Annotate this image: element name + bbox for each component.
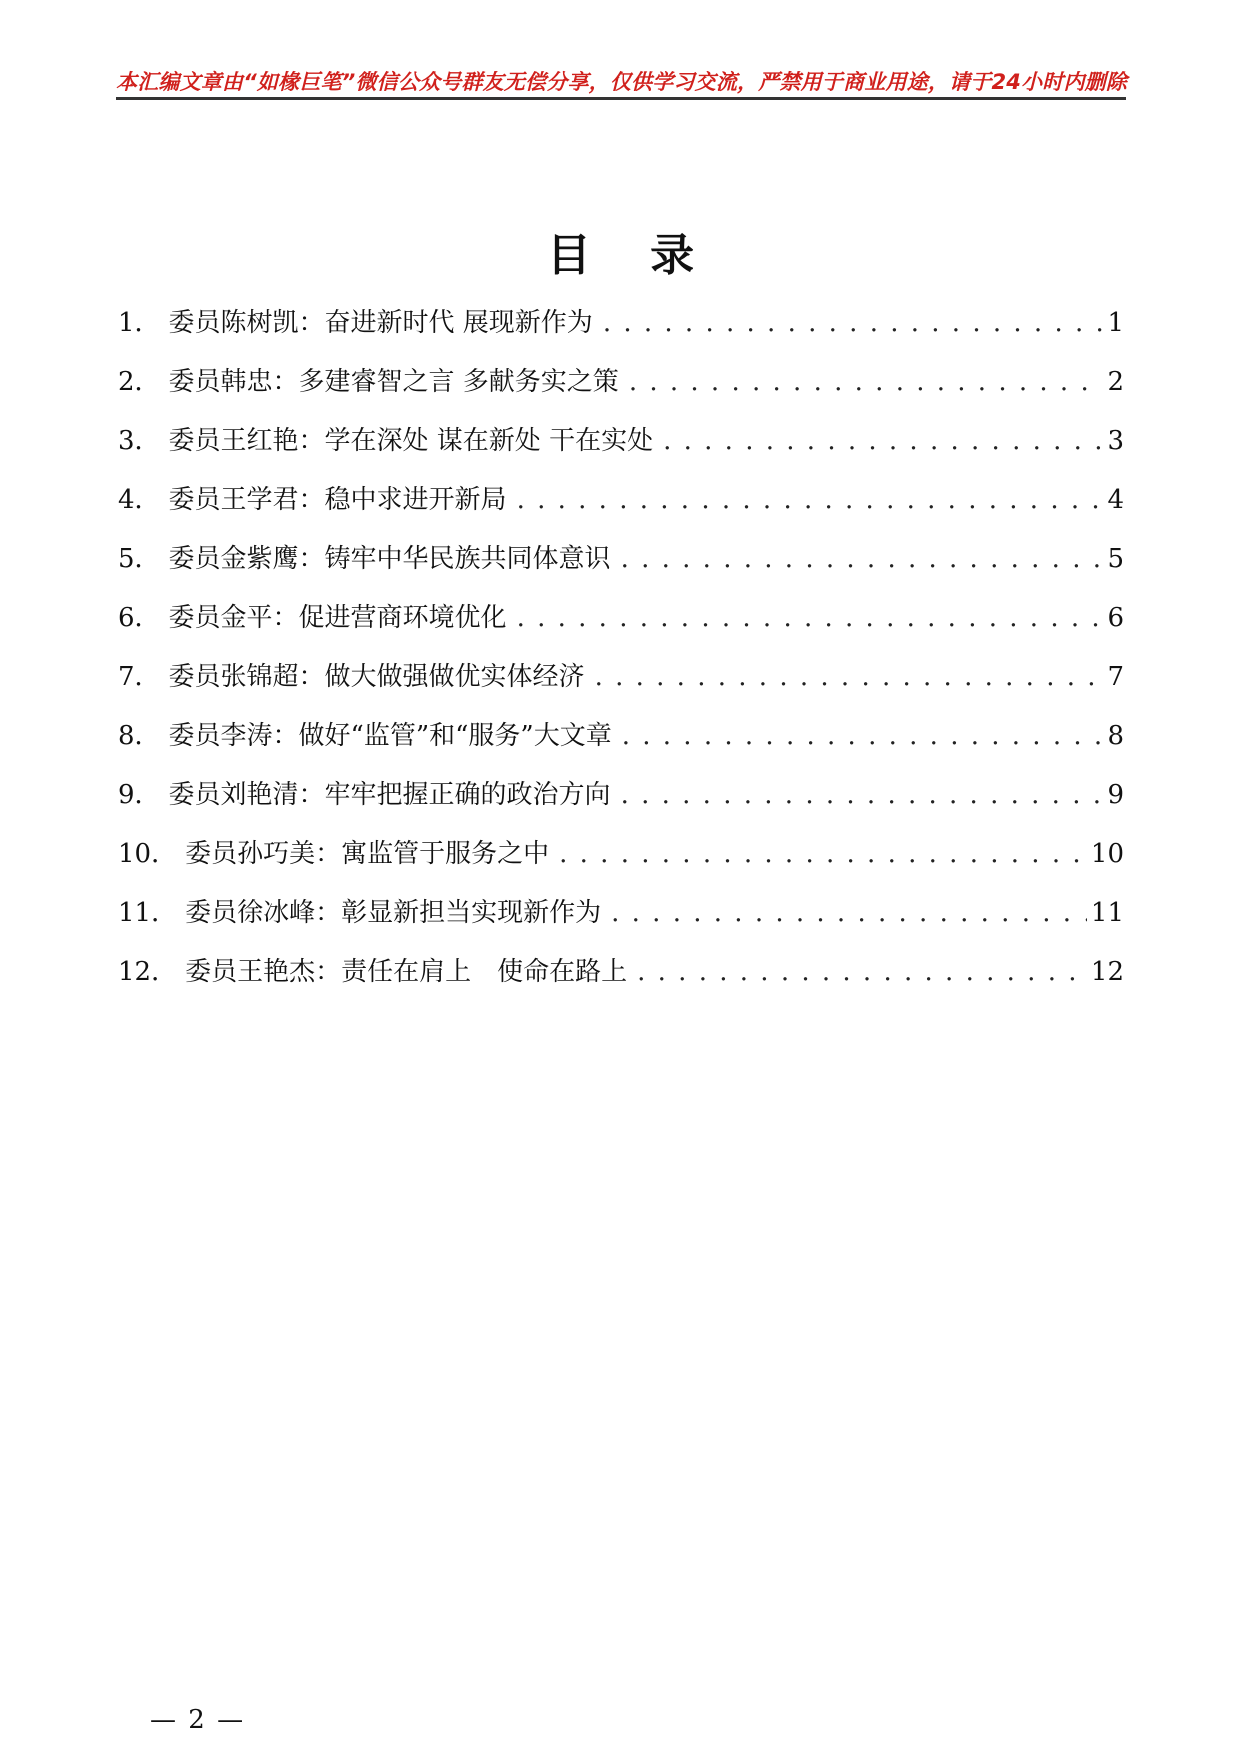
toc-entry-number: 10． — [118, 839, 178, 869]
toc-entry-page-number: 4 — [1107, 485, 1124, 515]
toc-entry[interactable] — [118, 656, 1124, 715]
toc-dot-leader — [622, 721, 1104, 751]
toc-entry-page-number: 1 — [1107, 308, 1124, 338]
toc-entry-title: 委员张锦超：做大做强做优实体经济 — [168, 662, 585, 692]
page-number: — 2 — — [150, 1705, 246, 1735]
toc-entry-title: 委员金紫鹰：铸牢中华民族共同体意识 — [168, 544, 611, 574]
toc-entry[interactable] — [118, 420, 1124, 479]
toc-entry-page-number: 7 — [1107, 662, 1124, 692]
toc-entry[interactable] — [118, 479, 1124, 538]
toc-entry-number: 9． — [118, 780, 161, 810]
toc-entry-title: 委员王学君：稳中求进开新局 — [168, 485, 507, 515]
toc-entry-page-number: 8 — [1107, 721, 1124, 751]
toc-entry-page-number: 11 — [1090, 898, 1124, 928]
toc-entry-page-number: 9 — [1107, 780, 1124, 810]
toc-dot-leader — [517, 603, 1104, 633]
toc-entry-number: 8． — [118, 721, 161, 751]
toc-entry[interactable] — [118, 302, 1124, 361]
toc-entry-page-number: 3 — [1107, 426, 1124, 456]
toc-entry-number: 2． — [118, 367, 161, 397]
toc-entry-title: 委员陈树凯：奋进新时代 展现新作为 — [168, 308, 593, 338]
toc-entry-number: 5． — [118, 544, 161, 574]
page-title: 目 录 — [546, 230, 717, 282]
toc-dot-leader — [611, 898, 1087, 928]
toc-entry-number: 7． — [118, 662, 161, 692]
toc-dot-leader — [629, 367, 1104, 397]
toc-entry[interactable] — [118, 892, 1124, 951]
toc-dot-leader — [603, 308, 1104, 338]
table-of-contents — [118, 302, 1124, 1010]
toc-entry-page-number: 10 — [1090, 839, 1124, 869]
toc-entry-title: 委员孙巧美：寓监管于服务之中 — [185, 839, 550, 869]
toc-dot-leader — [621, 544, 1104, 574]
toc-entry[interactable] — [118, 833, 1124, 892]
toc-entry-page-number: 6 — [1107, 603, 1124, 633]
toc-entry-page-number: 12 — [1090, 957, 1124, 987]
toc-entry-number: 3． — [118, 426, 161, 456]
toc-entry-number: 4． — [118, 485, 161, 515]
toc-dot-leader — [621, 780, 1104, 810]
toc-entry-title: 委员李涛：做好“监管”和“服务”大文章 — [168, 721, 612, 751]
toc-entry[interactable] — [118, 951, 1124, 1010]
toc-entry-title: 委员王红艳：学在深处 谋在新处 干在实处 — [168, 426, 654, 456]
toc-entry-title: 委员王艳杰：责任在肩上 使命在路上 — [185, 957, 628, 987]
toc-entry-number: 6． — [118, 603, 161, 633]
toc-entry[interactable] — [118, 361, 1124, 420]
toc-dot-leader — [595, 662, 1104, 692]
toc-entry-title: 委员刘艳清：牢牢把握正确的政治方向 — [168, 780, 611, 810]
header-notice: 本汇编文章由“如椽巨笔”微信公众号群友无偿分享，仅供学习交流，严禁用于商业用途，请于24小时内删除 — [116, 70, 1128, 94]
header-divider — [116, 97, 1126, 100]
toc-dot-leader — [559, 839, 1087, 869]
toc-dot-leader — [637, 957, 1087, 987]
toc-entry-title: 委员徐冰峰：彰显新担当实现新作为 — [185, 898, 602, 928]
toc-entry-title: 委员金平：促进营商环境优化 — [168, 603, 507, 633]
toc-entry[interactable] — [118, 715, 1124, 774]
toc-entry-page-number: 5 — [1107, 544, 1124, 574]
toc-entry-page-number: 2 — [1107, 367, 1124, 397]
toc-dot-leader — [517, 485, 1104, 515]
toc-entry-title: 委员韩忠：多建睿智之言 多献务实之策 — [168, 367, 619, 397]
toc-entry-number: 11． — [118, 898, 178, 928]
toc-entry[interactable] — [118, 597, 1124, 656]
toc-entry[interactable] — [118, 538, 1124, 597]
toc-dot-leader — [663, 426, 1103, 456]
toc-entry-number: 12． — [118, 957, 178, 987]
toc-entry-number: 1． — [118, 308, 161, 338]
toc-entry[interactable] — [118, 774, 1124, 833]
